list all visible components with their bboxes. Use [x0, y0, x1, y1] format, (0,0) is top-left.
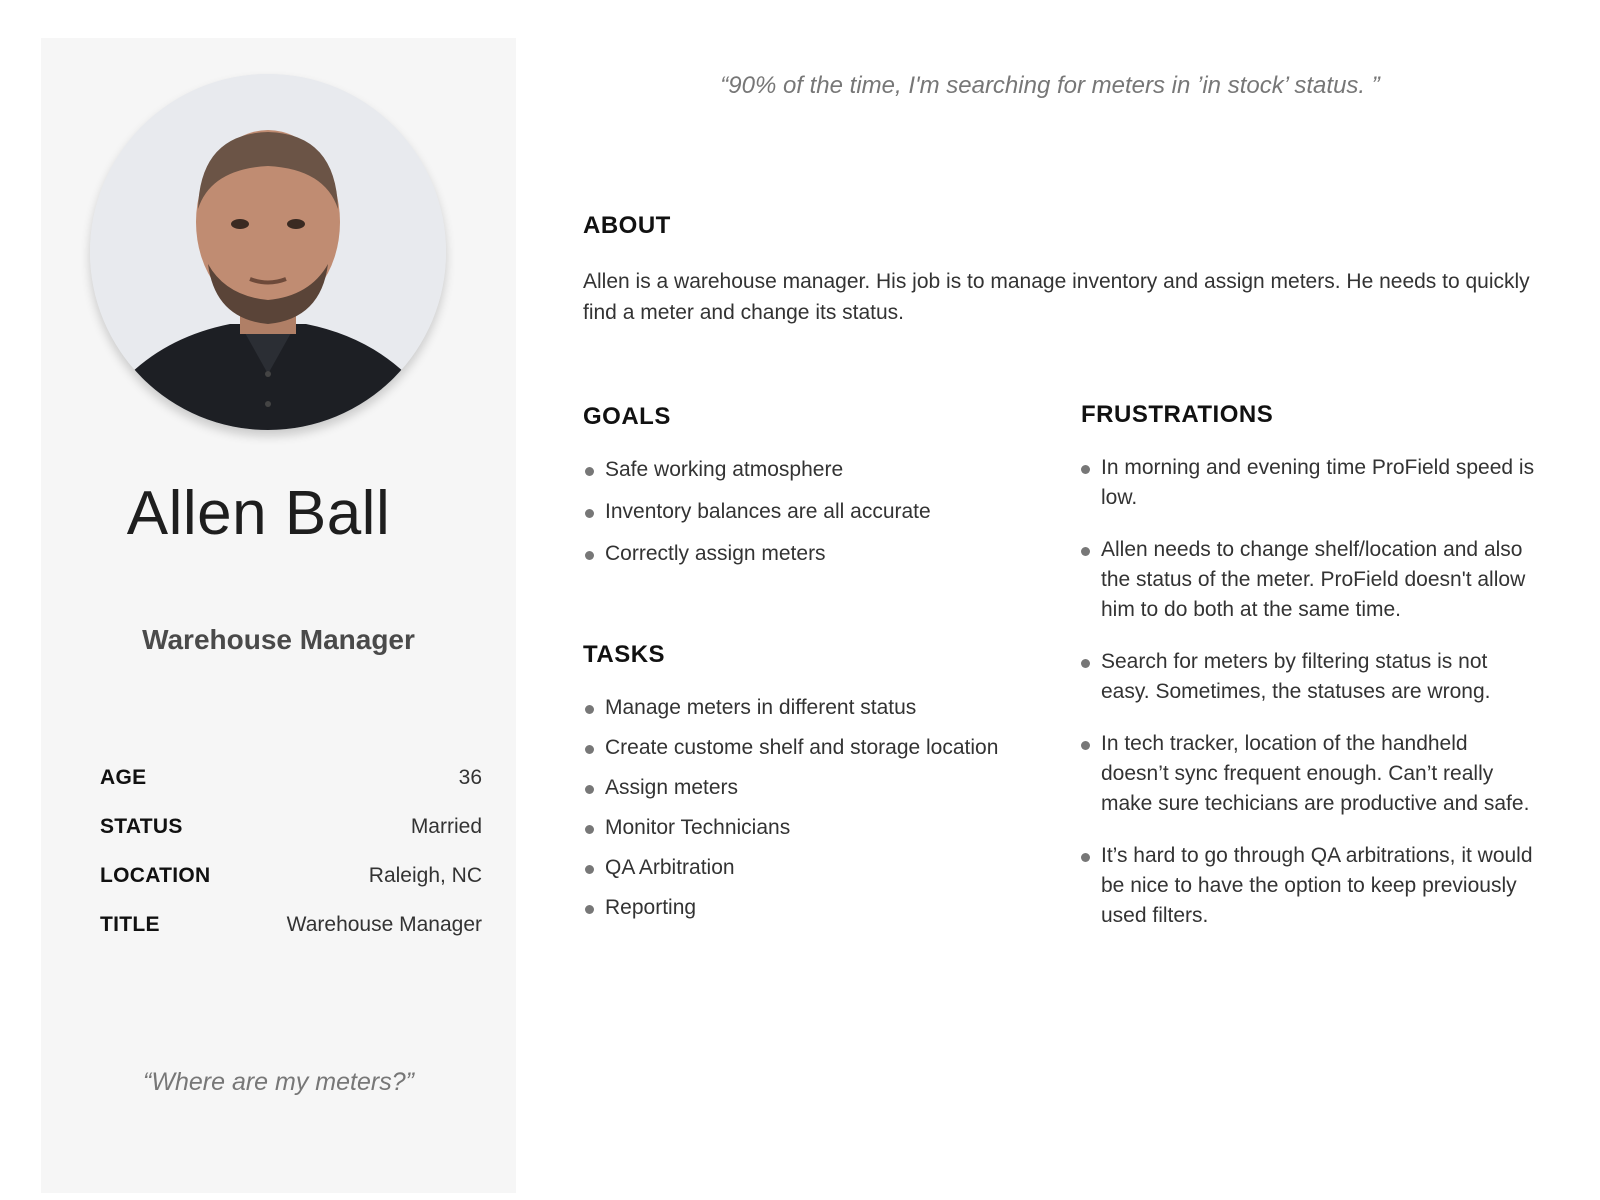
profile-sidebar: [41, 38, 516, 1193]
goals-list: [583, 455, 1003, 581]
about-text: Allen is a warehouse manager. His job is to manage inventory and assign meters. He needs to quickly find a meter and change its status.: [583, 270, 1530, 324]
about-heading: ABOUT: [583, 212, 671, 239]
goals-heading: GOALS: [583, 403, 671, 430]
list-item: Allen needs to change shelf/location and also the status of the meter. ProField doesn't allow him to do both at the same time.: [1079, 535, 1539, 625]
fact-row-location: [100, 864, 482, 913]
fact-value: Warehouse Manager: [286, 913, 482, 936]
list-item: In morning and evening time ProField speed is low.: [1079, 453, 1539, 513]
avatar-portrait: [90, 74, 446, 430]
list-item: Assign meters: [583, 773, 1003, 803]
fact-row-age: [100, 766, 482, 815]
persona-quote: “Where are my meters?”: [143, 1068, 414, 1096]
list-item: Reporting: [583, 893, 1003, 923]
list-item: Monitor Technicians: [583, 813, 1003, 843]
fact-key: STATUS: [100, 815, 183, 838]
frustrations-list: [1079, 453, 1539, 953]
list-item: It’s hard to go through QA arbitrations, it would be nice to have the option to keep previously used filters.: [1079, 841, 1539, 931]
list-item: Correctly assign meters: [583, 539, 1003, 569]
headline-quote: “90% of the time, I'm searching for meters in ’in stock’ status. ”: [720, 72, 1380, 99]
list-item: Manage meters in different status: [583, 693, 1003, 723]
list-item: Inventory balances are all accurate: [583, 497, 1003, 527]
fact-row-status: [100, 815, 482, 864]
profile-facts: [100, 766, 482, 962]
fact-value: Raleigh, NC: [368, 864, 482, 887]
avatar: [90, 74, 446, 430]
fact-key: AGE: [100, 766, 147, 789]
list-item: In tech tracker, location of the handheld doesn’t sync frequent enough. Can’t really make sure techicians are productive and safe.: [1079, 729, 1539, 819]
list-item: Create custome shelf and storage location: [583, 733, 1003, 763]
tasks-list: [583, 693, 1003, 933]
fact-key: TITLE: [100, 913, 160, 936]
fact-key: LOCATION: [100, 864, 211, 887]
tasks-heading: TASKS: [583, 641, 666, 668]
list-item: Search for meters by filtering status is not easy. Sometimes, the statuses are wrong.: [1079, 647, 1539, 707]
frustrations-heading: FRUSTRATIONS: [1081, 401, 1274, 428]
list-item: Safe working atmosphere: [583, 455, 1003, 485]
fact-value: 36: [458, 766, 482, 789]
fact-value: Married: [410, 815, 482, 838]
person-name: Allen Ball: [126, 479, 391, 548]
list-item: QA Arbitration: [583, 853, 1003, 883]
person-role: Warehouse Manager: [142, 624, 415, 655]
fact-row-title: [100, 913, 482, 962]
